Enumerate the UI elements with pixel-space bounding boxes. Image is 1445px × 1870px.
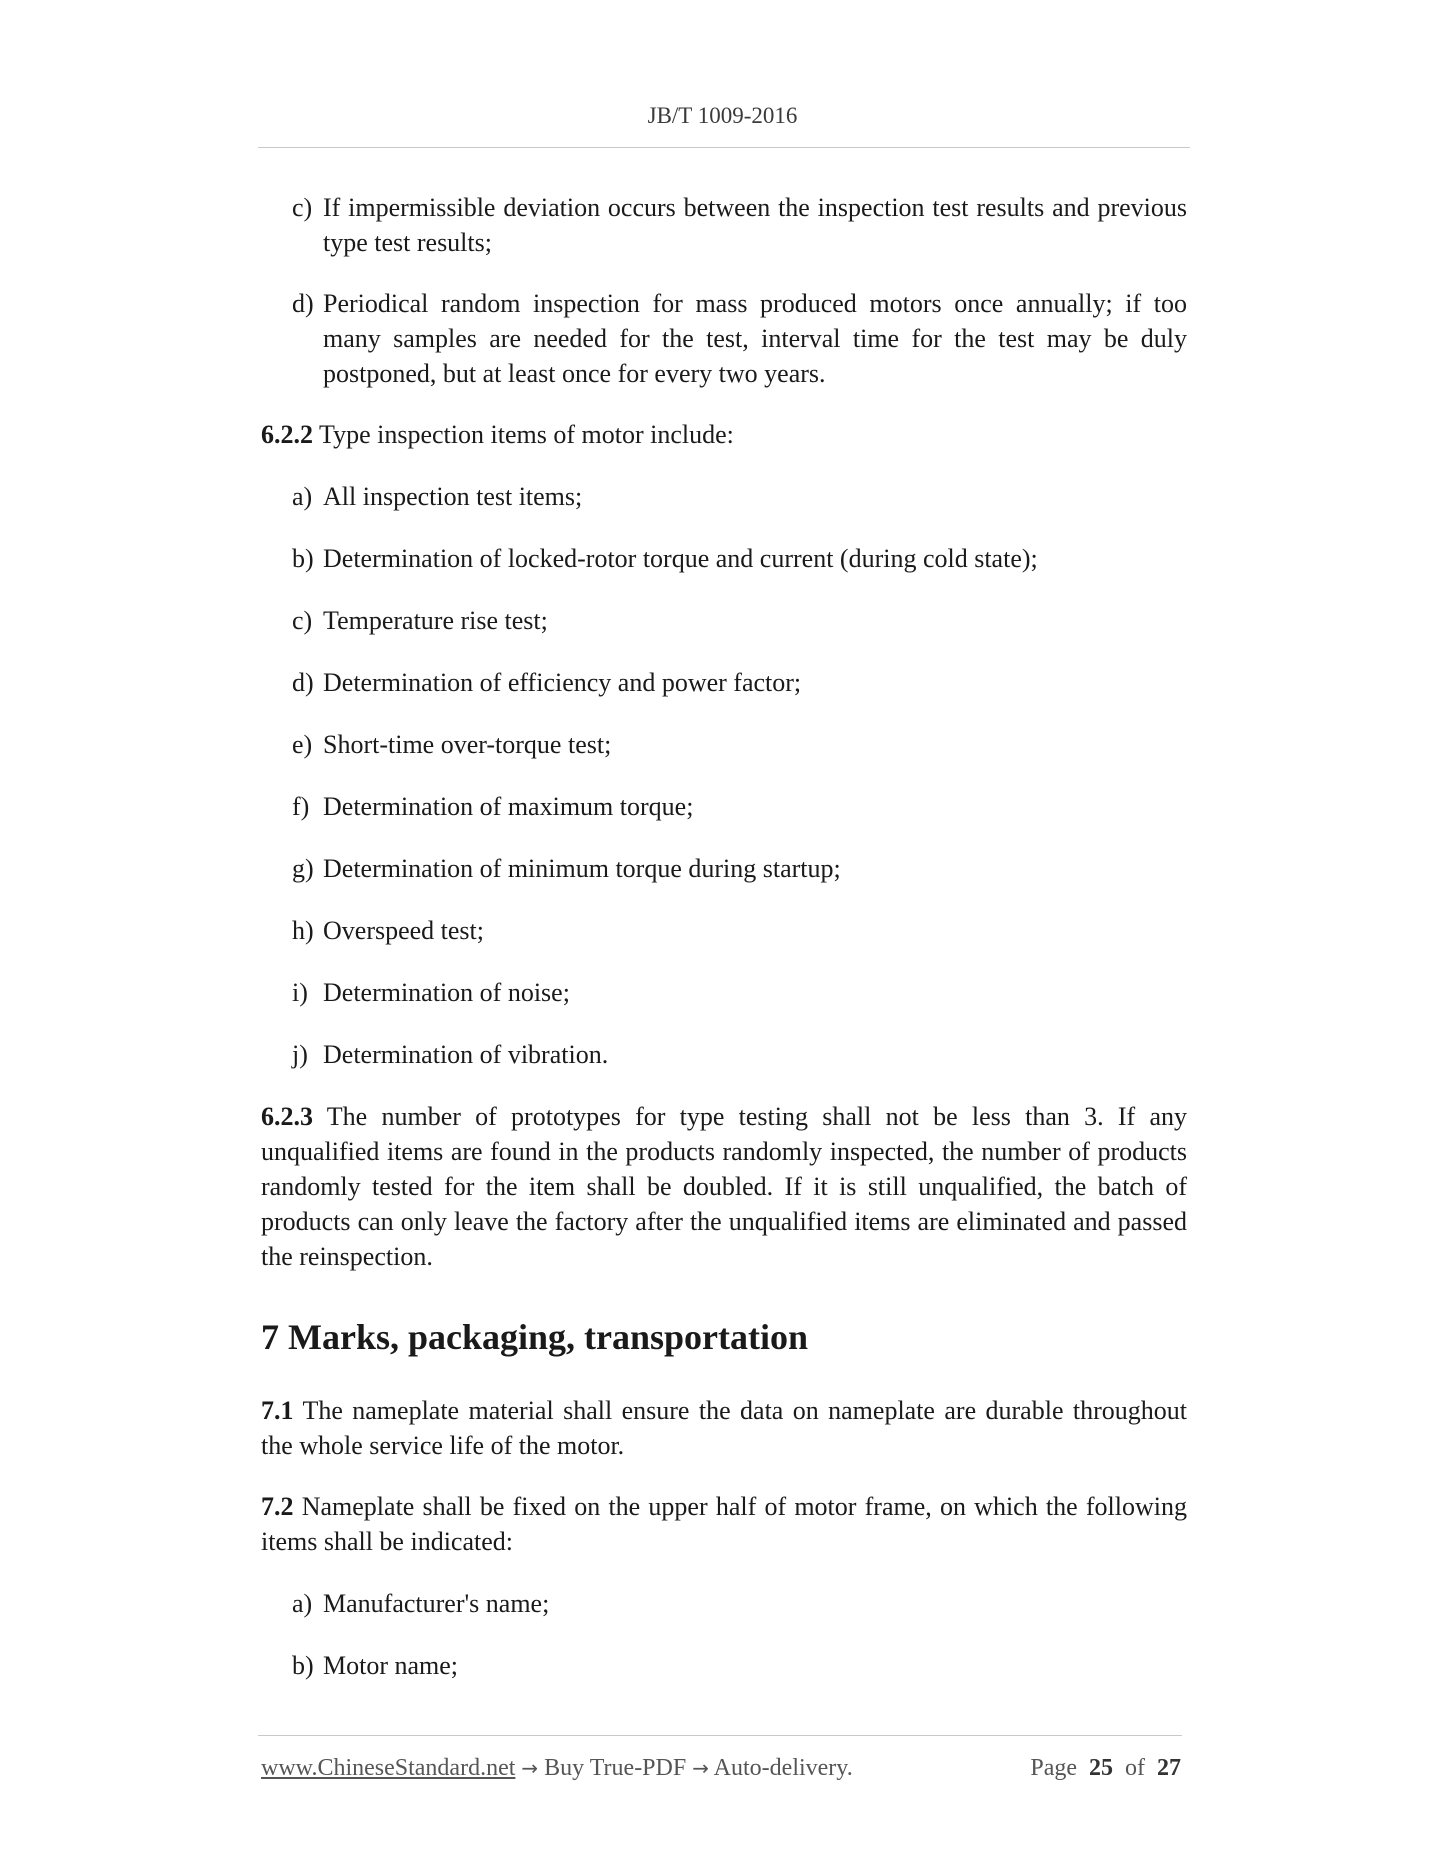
clause-number: 6.2.3: [261, 1102, 313, 1131]
clause-number: 7.1: [261, 1396, 294, 1425]
arrow-right-icon: →: [521, 1756, 539, 1780]
list-marker: i): [292, 978, 308, 1007]
list-item: [261, 913, 1187, 948]
list-item-text: Overspeed test;: [323, 916, 485, 945]
list-item: [261, 975, 1187, 1010]
list-item: [261, 1037, 1187, 1072]
header-divider: [258, 147, 1190, 148]
page-content: [261, 190, 1187, 1710]
list-marker: f): [292, 792, 310, 821]
page-word: Page: [1030, 1755, 1077, 1781]
list-item-text: Determination of locked-rotor torque and current (during cold state);: [323, 544, 1038, 573]
page-footer: [261, 1752, 1181, 1784]
buy-pdf-text: Buy True-PDF: [544, 1755, 687, 1781]
list-marker: d): [292, 289, 314, 318]
list-marker: c): [292, 606, 313, 635]
list-item-text: Determination of vibration.: [323, 1040, 609, 1069]
clause-number: 7.2: [261, 1492, 294, 1521]
arrow-right-icon: →: [692, 1756, 709, 1780]
auto-delivery-text: Auto-delivery.: [713, 1755, 853, 1781]
list-marker: d): [292, 668, 314, 697]
list-item-text: Manufacturer's name;: [323, 1589, 550, 1618]
list-item-text: Short-time over-torque test;: [323, 730, 612, 759]
list-item: [261, 1586, 1187, 1621]
list-item: [261, 665, 1187, 700]
clause-text: The number of prototypes for type testing shall not be less than 3. If any unqualified items are found in the products randomly inspected, the number of products randomly tested for the item shall be doubled. If it is still unqualified, the batch of products can only leave the factory after the unqualified items are eliminated and passed the reinspection.: [261, 1102, 1188, 1271]
document-header-title: JB/T 1009-2016: [647, 103, 798, 128]
page-number: [1030, 1752, 1181, 1784]
list-item: [261, 727, 1187, 762]
clause-7-2: [261, 1489, 1187, 1559]
list-item-text: Temperature rise test;: [323, 606, 548, 635]
list-item-text: Motor name;: [323, 1651, 459, 1680]
list-marker: b): [292, 1651, 314, 1680]
clause-text: Type inspection items of motor include:: [319, 420, 734, 449]
list-marker: a): [292, 1589, 313, 1618]
page-total: 27: [1157, 1755, 1181, 1781]
list-marker: b): [292, 544, 314, 573]
clause-text: The nameplate material shall ensure the data on nameplate are durable throughout the whole service life of the motor.: [261, 1396, 1187, 1460]
list-item: [261, 479, 1187, 514]
list-item: [261, 603, 1187, 638]
clause-7-1: [261, 1393, 1187, 1463]
list-marker: g): [292, 854, 314, 883]
list-marker: h): [292, 916, 314, 945]
of-word: of: [1125, 1755, 1145, 1781]
list-item-text: Periodical random inspection for mass produced motors once annually; if too many samples are needed for the test, interval time for the test may be duly postponed, but at least once for every two years.: [323, 289, 1187, 388]
clause-text: Nameplate shall be fixed on the upper half of motor frame, on which the following items shall be indicated:: [261, 1492, 1188, 1556]
list-item-text: Determination of efficiency and power factor;: [323, 668, 802, 697]
section-heading: 7 Marks, packaging, transportation: [261, 1317, 809, 1357]
list-item: [261, 789, 1187, 824]
list-item: [261, 541, 1187, 576]
list-item: [261, 286, 1187, 391]
clause-6-2-3: [261, 1099, 1187, 1274]
list-item-text: If impermissible deviation occurs between the inspection test results and previous type test results;: [323, 193, 1187, 257]
list-item: [261, 190, 1187, 260]
list-item: [261, 1648, 1187, 1683]
list-item-text: Determination of noise;: [323, 978, 570, 1007]
footer-divider: [258, 1735, 1182, 1736]
page-current: 25: [1089, 1755, 1113, 1781]
list-marker: e): [292, 730, 313, 759]
list-marker: c): [292, 193, 313, 222]
list-item-text: All inspection test items;: [323, 482, 583, 511]
list-marker: j): [292, 1040, 308, 1069]
list-marker: a): [292, 482, 313, 511]
list-item: [261, 851, 1187, 886]
clause-6-2-2: [261, 417, 1187, 452]
site-link[interactable]: www.ChineseStandard.net: [261, 1755, 516, 1781]
list-item-text: Determination of minimum torque during startup;: [323, 854, 841, 883]
clause-number: 6.2.2: [261, 420, 313, 449]
list-item-text: Determination of maximum torque;: [323, 792, 694, 821]
